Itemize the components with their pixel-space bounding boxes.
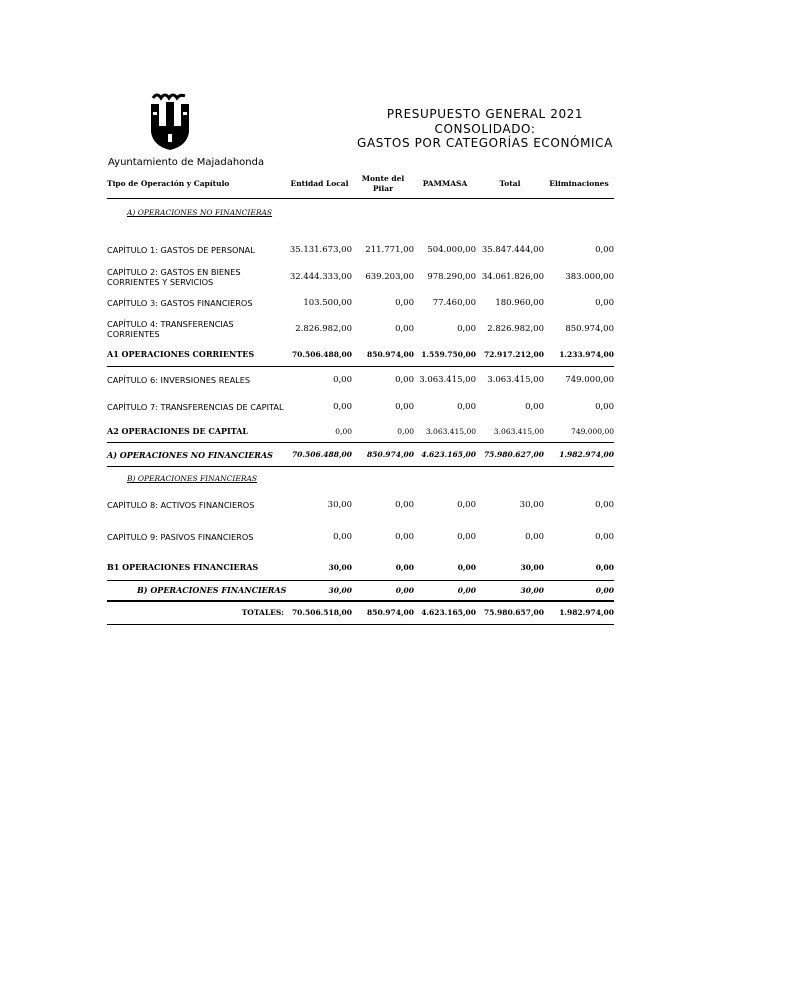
document-title: [330, 107, 640, 151]
cell: 749.000,00: [565, 374, 614, 385]
row-label: CAPÍTULO 8: ACTIVOS FINANCIEROS: [107, 499, 255, 510]
table-row: [107, 315, 614, 343]
cell: 30,00: [328, 585, 352, 595]
cell: 978.290,00: [427, 271, 476, 282]
cell: 2.826.982,00: [487, 323, 544, 334]
cell: 211.771,00: [365, 244, 414, 255]
cell: 0,00: [395, 323, 414, 334]
cell: 0,00: [457, 401, 476, 412]
row-label: CAPÍTULO 1: GASTOS DE PERSONAL: [107, 244, 255, 255]
cell: 0,00: [457, 323, 476, 334]
cell: 0,00: [287, 421, 352, 443]
title-line: GASTOS POR CATEGORÍAS ECONÓMICA: [357, 136, 613, 150]
total-row: [107, 581, 614, 601]
cell: 34.061.826,00: [481, 271, 544, 282]
column-header: Entidad Local: [290, 179, 349, 188]
row-label: A1 OPERACIONES CORRIENTES: [107, 343, 287, 367]
cell: 0,00: [395, 499, 414, 510]
subtotal-row: [107, 343, 614, 367]
cell: 75.980.627,00: [476, 443, 544, 467]
cell: 0,00: [595, 531, 614, 542]
cell: 70.506.488,00: [287, 343, 352, 367]
section-heading: A) OPERACIONES NO FINANCIERAS: [127, 208, 273, 218]
cell: 0,00: [595, 297, 614, 308]
cell: 30,00: [519, 499, 544, 510]
cell: 1.233.974,00: [544, 343, 614, 367]
cell: 30,00: [287, 555, 352, 581]
cell: 0,00: [595, 585, 614, 595]
table-header-row: [107, 170, 614, 199]
cell: 0,00: [414, 555, 476, 581]
row-label: B) OPERACIONES FINANCIERAS: [137, 585, 287, 596]
cell: 35.847.444,00: [481, 244, 544, 255]
row-label: TOTALES:: [107, 601, 287, 625]
row-label: A2 OPERACIONES DE CAPITAL: [107, 421, 287, 443]
column-header: Tipo de Operación y Capítulo: [107, 179, 230, 188]
total-row: [107, 443, 614, 467]
cell: 4.623.165,00: [414, 601, 476, 625]
cell: 0,00: [352, 555, 414, 581]
cell: 0,00: [525, 531, 544, 542]
table-row: [107, 519, 614, 555]
cell: 850.974,00: [352, 343, 414, 367]
table-row: [107, 237, 614, 263]
cell: 0,00: [457, 499, 476, 510]
row-label: CAPÍTULO 3: GASTOS FINANCIEROS: [107, 297, 253, 308]
cell: 639.203,00: [365, 271, 414, 282]
cell: 0,00: [457, 585, 476, 595]
column-header: Monte del Pilar: [361, 174, 405, 193]
table-row: [107, 367, 614, 393]
row-label: CAPÍTULO 4: TRANSFERENCIAS CORRIENTES: [107, 318, 234, 339]
row-label: CAPÍTULO 2: GASTOS EN BIENES CORRIENTES Y SERVICIOS: [107, 266, 241, 287]
cell: 72.917.212,00: [476, 343, 544, 367]
cell: 0,00: [333, 531, 352, 542]
cell: 0,00: [395, 585, 414, 595]
cell: 504.000,00: [427, 244, 476, 255]
cell: 30,00: [476, 555, 544, 581]
cell: 30,00: [327, 499, 352, 510]
section-heading: B) OPERACIONES FINANCIERAS: [127, 474, 258, 484]
row-label: CAPÍTULO 7: TRANSFERENCIAS DE CAPITAL: [107, 401, 284, 412]
cell: 30,00: [520, 585, 544, 595]
cell: 1.982.974,00: [544, 443, 614, 467]
cell: 850.974,00: [565, 323, 614, 334]
cell: 0,00: [525, 401, 544, 412]
table-row: [107, 393, 614, 421]
cell: 749.000,00: [544, 421, 614, 443]
row-label: A) OPERACIONES NO FINANCIERAS: [107, 443, 287, 467]
subtotal-row: [107, 421, 614, 443]
cell: 32.444.333,00: [289, 271, 352, 282]
cell: 850.974,00: [352, 601, 414, 625]
cell: 3.063.415,00: [414, 421, 476, 443]
cell: 75.980.657,00: [476, 601, 544, 625]
cell: 850.974,00: [352, 443, 414, 467]
organization-name: Ayuntamiento de Majadahonda: [108, 157, 265, 168]
cell: 4.623.165,00: [414, 443, 476, 467]
column-header: PAMMASA: [422, 179, 468, 188]
cell: 180.960,00: [495, 297, 544, 308]
budget-table: [107, 170, 614, 625]
cell: 0,00: [395, 297, 414, 308]
cell: 0,00: [457, 531, 476, 542]
column-header: Eliminaciones: [549, 179, 609, 188]
cell: 1.982.974,00: [544, 601, 614, 625]
cell: 77.460,00: [432, 297, 476, 308]
cell: 383.000,00: [565, 271, 614, 282]
column-header: Total: [499, 179, 521, 188]
cell: 1.559.750,00: [414, 343, 476, 367]
cell: 70.506.488,00: [287, 443, 352, 467]
cell: 0,00: [595, 244, 614, 255]
subtotal-row: [107, 555, 614, 581]
cell: 0,00: [333, 401, 352, 412]
cell: 2.826.982,00: [295, 323, 352, 334]
cell: 0,00: [544, 555, 614, 581]
cell: 0,00: [395, 531, 414, 542]
cell: 0,00: [395, 401, 414, 412]
majadahonda-logo-icon: [145, 92, 195, 152]
cell: 35.131.673,00: [289, 244, 352, 255]
title-line: PRESUPUESTO GENERAL 2021: [386, 107, 584, 121]
row-label: B1 OPERACIONES FINANCIERAS: [107, 555, 287, 581]
cell: 0,00: [395, 374, 414, 385]
title-line: CONSOLIDADO:: [434, 121, 536, 136]
cell: 0,00: [352, 421, 414, 443]
cell: 0,00: [595, 499, 614, 510]
cell: 0,00: [595, 401, 614, 412]
row-label: CAPÍTULO 6: INVERSIONES REALES: [107, 374, 251, 385]
table-row: [107, 291, 614, 315]
table-row: [107, 263, 614, 291]
cell: 0,00: [333, 374, 352, 385]
cell: 70.506.518,00: [287, 601, 352, 625]
cell: 103.500,00: [303, 297, 352, 308]
cell: 3.063.415,00: [487, 374, 544, 385]
grand-total-row: [107, 601, 614, 625]
table-row: [107, 491, 614, 519]
cell: 3.063.415,00: [419, 374, 476, 385]
row-label: CAPÍTULO 9: PASIVOS FINANCIEROS: [107, 531, 254, 542]
cell: 3.063.415,00: [476, 421, 544, 443]
